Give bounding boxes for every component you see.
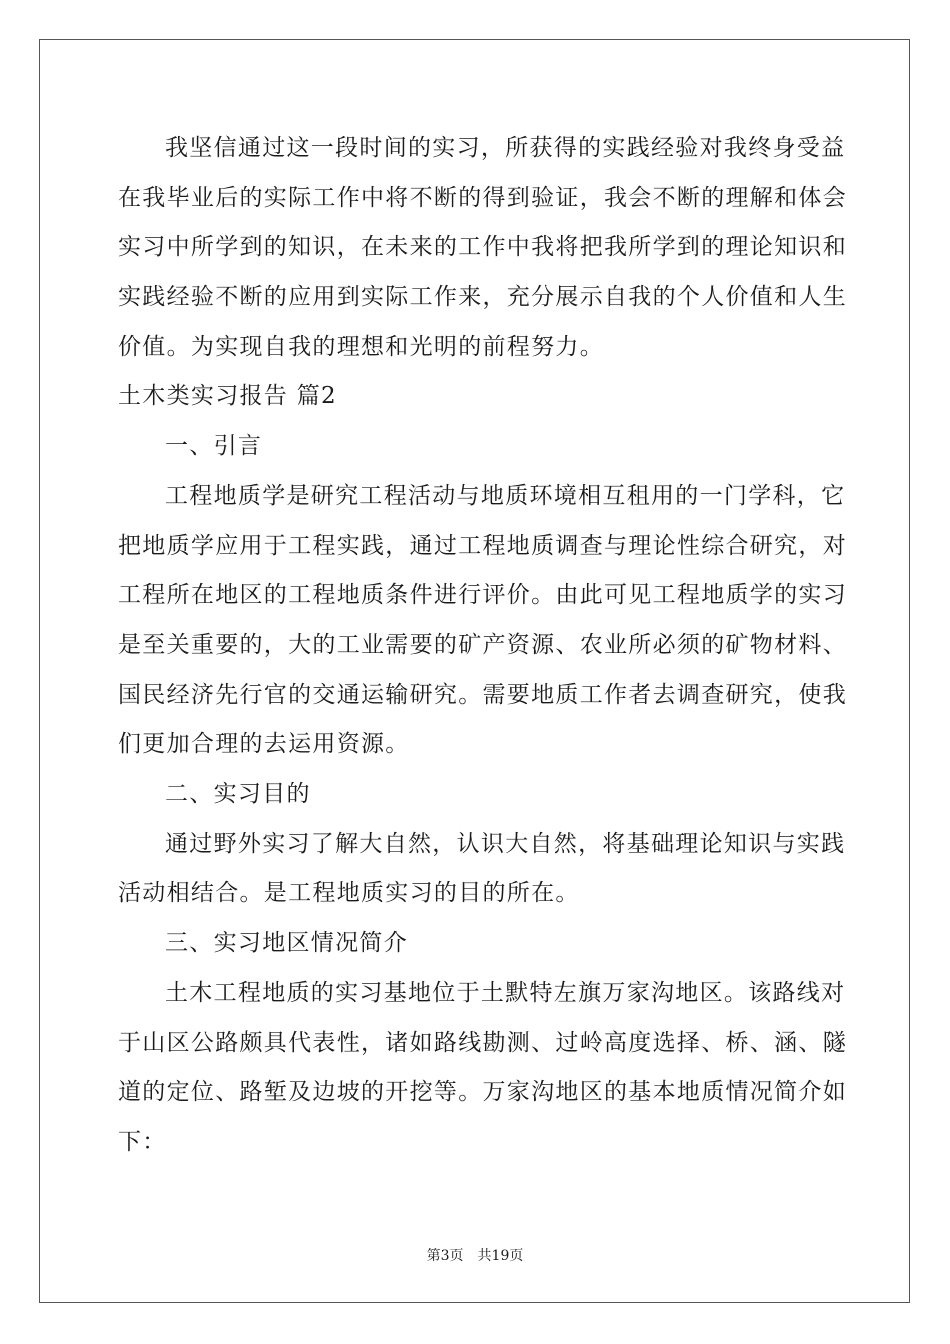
- paragraph-line: 下：: [118, 1129, 167, 1155]
- paragraph-line: 国民经济先行官的交通运输研究。需要地质工作者去调查研究，使我: [118, 682, 847, 708]
- paragraph-line: 在我毕业后的实际工作中将不断的得到验证，我会不断的理解和体会: [118, 185, 847, 211]
- page-border: [39, 39, 910, 1303]
- paragraph-line: 我坚信通过这一段时间的实习，所获得的实践经验对我终身受益: [165, 135, 846, 161]
- paragraph-line: 是至关重要的，大的工业需要的矿产资源、农业所必须的矿物材料、: [118, 632, 847, 658]
- paragraph-line: 把地质学应用于工程实践，通过工程地质调查与理论性综合研究，对: [118, 533, 847, 559]
- page-number-footer: 第3页 共19页: [426, 1248, 524, 1264]
- section-title: 土木类实习报告 篇2: [118, 383, 337, 409]
- section-heading: 三、实习地区情况简介: [165, 930, 408, 956]
- paragraph-line: 土木工程地质的实习基地位于土默特左旗万家沟地区。该路线对: [165, 980, 846, 1006]
- paragraph-line: 通过野外实习了解大自然，认识大自然，将基础理论知识与实践: [165, 831, 846, 857]
- paragraph-line: 工程地质学是研究工程活动与地质环境相互租用的一门学科，它: [165, 483, 846, 509]
- paragraph-line: 实践经验不断的应用到实际工作来，充分展示自我的个人价值和人生: [118, 284, 847, 310]
- paragraph-line: 道的定位、路堑及边坡的开挖等。万家沟地区的基本地质情况简介如: [118, 1079, 847, 1105]
- paragraph-line: 活动相结合。是工程地质实习的目的所在。: [118, 880, 580, 906]
- section-heading: 二、实习目的: [165, 781, 311, 807]
- paragraph-line: 们更加合理的去运用资源。: [118, 731, 410, 757]
- section-heading: 一、引言: [165, 433, 263, 459]
- paragraph-line: 于山区公路颇具代表性，诸如路线勘测、过岭高度选择、桥、涵、隧: [118, 1030, 847, 1056]
- paragraph-line: 实习中所学到的知识，在未来的工作中我将把我所学到的理论知识和: [118, 234, 847, 260]
- paragraph-line: 价值。为实现自我的理想和光明的前程努力。: [118, 334, 604, 360]
- paragraph-line: 工程所在地区的工程地质条件进行评价。由此可见工程地质学的实习: [118, 582, 847, 608]
